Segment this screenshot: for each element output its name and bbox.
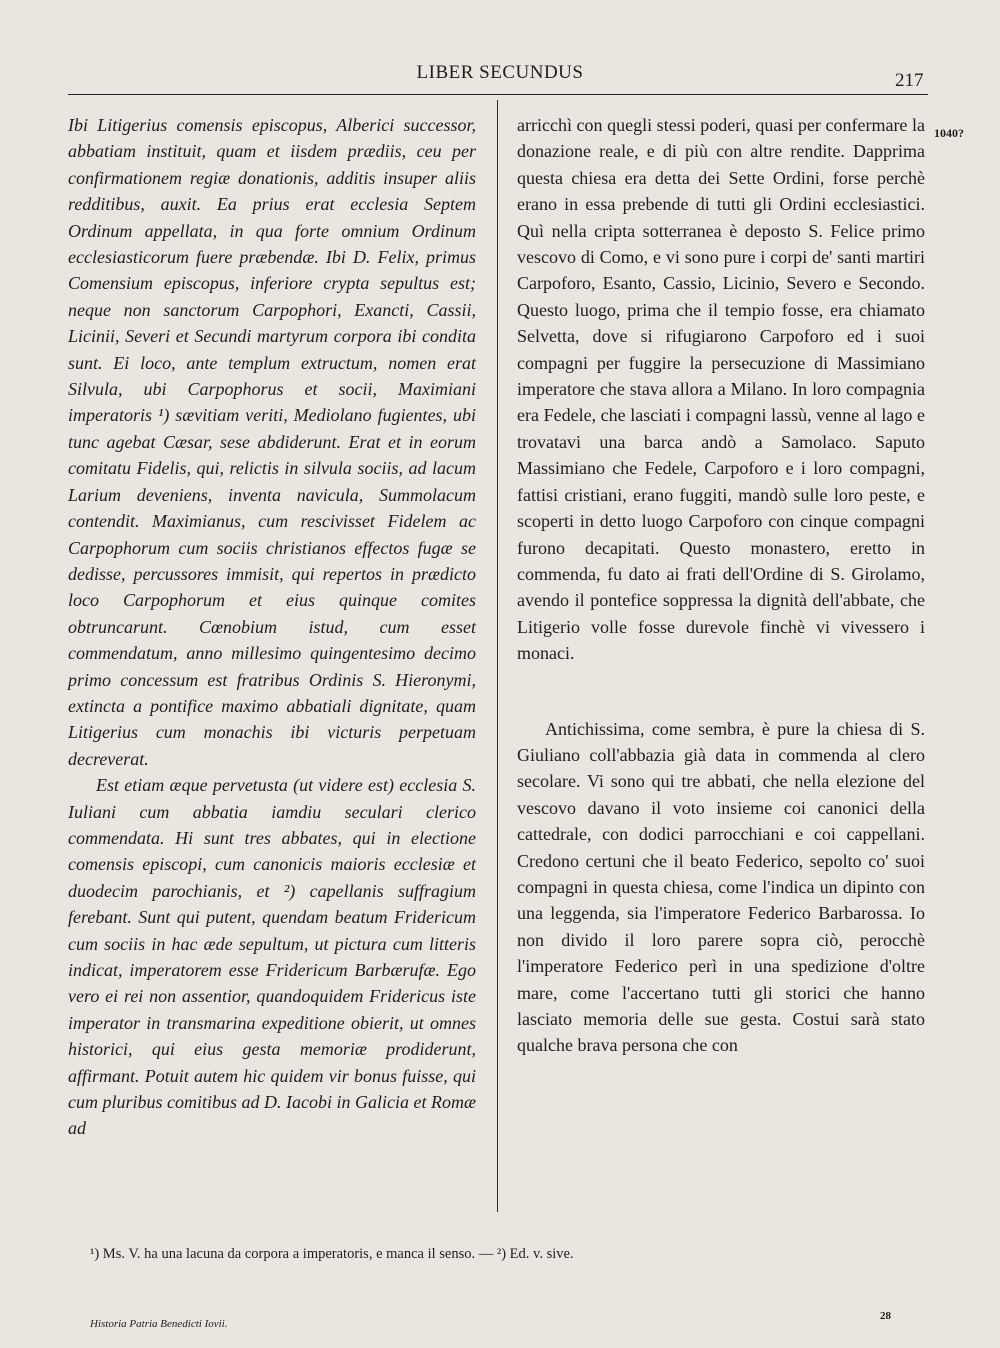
footnotes: ¹) Ms. V. ha una lacuna da corpora a imperatoris, e manca il senso. — ²) Ed. v. sive. <box>90 1246 574 1262</box>
latin-column <box>68 112 476 1142</box>
margin-date-note: 1040? <box>934 126 964 140</box>
italian-paragraph-1: arricchì con quegli stessi poderi, quasi per confermare la donazione reale, e di più con altre rendite. Dapprima questa chiesa era detta dei Sette Ordini, forse perchè erano in essa prebende di tutti gli Ordini ecclesiastici. Quì nella cripta sotterranea è deposto S. Felice primo vescovo di Como, e vi sono pure i corpi de' santi martiri Carpoforo, Esanto, Cassio, Licinio, Severo e Secondo. Questo luogo, prima che il tempio fosse, era chiamato Selvetta, dove si rifugiarono Carpoforo ed i suoi compagni per fuggire la persecuzione di Massimiano imperatore che stava allora a Milano. In loro compagnia era Fedele, che lasciati i compagni lassù, venne al lago e trovatavi una barca andò a Samolaco. Saputo Massimiano che Fedele, Carpoforo e i loro compagni, fattisi cristiani, erano fuggiti, mandò sulle loro peste, e scoperti in detto luogo Carpoforo con cinque compagni furono decapitati. Questo monastero, eretto in commenda, fu dato ai frati dell'Ordine di S. Girolamo, avendo il pontefice soppressa la dignità dell'abbate, che Litigerio volle fosse durevole finchè vi vivessero i monaci. <box>517 115 925 664</box>
column-divider <box>497 100 498 1212</box>
running-title: LIBER SECUNDUS <box>416 62 584 83</box>
italian-column <box>517 112 925 1059</box>
latin-paragraph-2: Est etiam æque pervetusta (ut videre est) ecclesia S. Iuliani cum abbatia iamdiu seculari clerico commendata. Hi sunt tres abbates, qui in electione comensis episcopi, cum canonicis maioris ecclesiæ et duodecim parochianis, et ²) capellanis suffragium ferebant. Sunt qui putent, quendam beatum Fridericum cum sociis in hac æde sepultum, ut pictura cum litteris indicat, imperatorem esse Fridericum Barbærufæ. Ego vero ei rei non assentior, quandoquidem Fridericus iste imperator in transmarina expeditione obierit, ut omnes historici, qui eius gesta memoriæ prodiderunt, affirmant. Potuit autem hic quidem vir bonus fuisse, qui cum pluribus comitibus ad D. Iacobi in Galicia et Romæ ad <box>68 775 476 1139</box>
italian-paragraph-2: Antichissima, come sembra, è pure la chiesa di S. Giuliano coll'abbazia già data in commenda al clero secolare. Vi sono qui tre abbati, che nella elezione del vescovo davano il voto insieme coi canonici della cattedrale, con dodici parrocchiani e coi cappellani. Credono certuni che il beato Federico, sepolto co' suoi compagni in questa chiesa, come l'indica un dipinto con una leggenda, sia l'imperatore Federico Barbarossa. Io non divido il loro parere sopra ciò, perocchè l'imperatore Federico perì in una spedizione d'oltre mare, come l'accertano tutti gli storici che hanno lasciato memoria delle sue gesta. Costui sarà stato qualche brava persona che con <box>517 718 925 1056</box>
signature-mark: 28 <box>880 1310 891 1322</box>
header-rule <box>68 94 928 95</box>
latin-paragraph-1: Ibi Litigerius comensis episcopus, Alberici successor, abbatiam instituit, quam et iisdem prædiis, ceu per confirmationem regiæ donationis, additis insuper aliis redditibus, auxit. Ea prius erat ecclesia Septem Ordinum appellata, in qua forte omnium Ordinum ecclesiasticorum fuere præbendæ. Ibi D. Felix, primus Comensium episcopus, inferiore crypta sepultus est; neque non sanctorum Carpophori, Exancti, Cassii, Licinii, Severi et Secundi martyrum corpora ibi condita sunt. Ei loco, ante templum extructum, nomen erat Silvula, ubi Carpophorus et socii, Maximiani imperatoris ¹) sævitiam veriti, Mediolano fugientes, ubi tunc agebat Cæsar, sese abdiderunt. Erat et in eorum comitatu Fidelis, qui, relictis in silvula sociis, ad lacum Larium deveniens, inventa navicula, Summolacum contendit. Maximianus, cum rescivisset Fidelem ac Carpophorum cum sociis christianos effectos fugæ se dedisse, percussores immisit, qui repertos in prædicto loco Carpophorum et eius quinque comites obtruncarunt. Cœnobium istud, cum esset commendatum, anno millesimo quingentesimo decimo primo concessum est fratribus Ordinis S. Hieronymi, extincta a pontifice maximo abbatiali dignitate, quam Litigerius cum monachis ibi victuris perpetuam decreverat. <box>68 115 476 769</box>
page-number: 217 <box>895 70 924 91</box>
footer-source: Historia Patria Benedicti Iovii. <box>90 1318 228 1330</box>
